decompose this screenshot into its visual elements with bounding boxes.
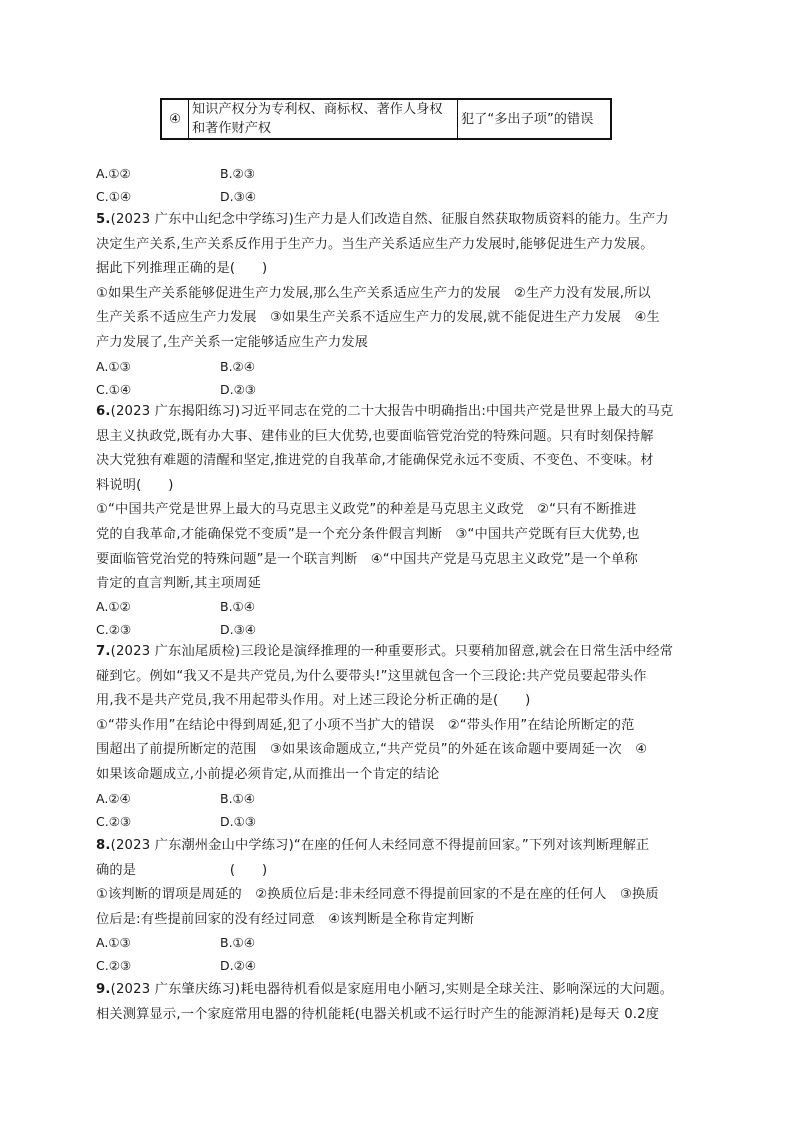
- question-number: 6.: [96, 404, 111, 419]
- question-7-line-6: 如果该命题成立,小前提必须肯定,从而推出一个肯定的结论: [96, 766, 440, 782]
- question-number: 5.: [96, 212, 111, 227]
- question-8-line-2: 确的是 ( ): [96, 862, 268, 878]
- question-6-line-6: 党的自我革命,才能确保党不变质”是一个充分条件假言判断 ③“中国共产党既有巨大优势,也: [96, 526, 640, 542]
- question-6-line-8: 肯定的直言判断,其主项周延: [96, 576, 262, 592]
- question-number: 8.: [96, 838, 111, 853]
- q8-option-c: C.②③: [96, 958, 132, 973]
- q4-option-b: B.②③: [220, 166, 255, 181]
- q6-option-b: B.①④: [220, 599, 255, 614]
- question-9: [96, 978, 700, 1027]
- table-row: [161, 99, 611, 139]
- q5-option-b: B.②④: [220, 359, 255, 374]
- question-8-line-1: 8.(2023 广东潮州金山中学练习)“在座的任何人未经同意不得提前回家。”下列对该判断理解正: [96, 838, 650, 853]
- question-8: [96, 834, 700, 932]
- question-9-line-2: 相关测算显示,一个家庭常用电器的待机能耗(电器关机或不运行时产生的能源消耗)是每天 0.2度: [96, 1006, 660, 1022]
- question-5-line-1: 5.(2023 广东中山纪念中学练习)生产力是人们改造自然、征服自然获取物质资料的能力。生产力: [96, 212, 669, 227]
- question-7: [96, 640, 700, 788]
- question-8-line-3: ①该判断的谓项是周延的 ②换质位后是:非未经同意不得提前回家的不是在座的任何人 ③换质: [96, 887, 659, 903]
- question-9-line-1: 9.(2023 广东肇庆练习)耗电器待机看似是家庭用电小陋习,实则是全球关注、影响深远的大问题。: [96, 982, 674, 997]
- q4-option-a: A.①②: [96, 166, 131, 181]
- question-7-line-1: 7.(2023 广东汕尾质检)三段论是演绎推理的一种重要形式。只要稍加留意,就会在日常生活中经常: [96, 644, 674, 659]
- q8-option-d: D.②④: [220, 958, 257, 973]
- analysis-table-fragment: [160, 98, 612, 140]
- q6-option-a: A.①②: [96, 599, 131, 614]
- q5-option-d: D.②③: [220, 382, 257, 397]
- question-5-line-6: 产力发展了,生产关系一定能够适应生产力发展: [96, 334, 369, 350]
- table-cell-statement: 知识产权分为专利权、商标权、著作人身权和著作财产权: [189, 99, 458, 139]
- question-7-line-2: 碰到它。例如“我又不是共产党员,为什么要带头!”这里就包含一个三段论:共产党员要起带头作: [96, 668, 647, 684]
- q7-option-d: D.①③: [220, 814, 257, 829]
- question-7-line-5: 围超出了前提所断定的范围 ③如果该命题成立,“共产党员”的外延在该命题中要周延一次 ④: [96, 742, 648, 758]
- question-6: [96, 400, 700, 597]
- question-8-line-4: 位后是:有些提前回家的没有经过同意 ④该判断是全称肯定判断: [96, 911, 475, 927]
- q8-option-a: A.①③: [96, 935, 131, 950]
- question-6-line-2: 思主义执政党,既有办大事、建伟业的巨大优势,也要面临管党治党的特殊问题。只有时刻保持解: [96, 428, 654, 444]
- question-5-line-3: 据此下列推理正确的是( ): [96, 261, 268, 277]
- question-7-line-4: ①“带头作用”在结论中得到周延,犯了小项不当扩大的错误 ②“带头作用”在结论所断定的范: [96, 717, 635, 733]
- question-6-line-5: ①“中国共产党是世界上最大的马克思主义政党”的种差是马克思主义政党 ②“只有不断推进: [96, 502, 637, 518]
- question-6-line-3: 决大党独有难题的清醒和坚定,推进党的自我革命,才能确保党永远不变质、不变色、不变味。材: [96, 453, 654, 469]
- question-7-line-3: 用,我不是共产党员,我不用起带头作用。对上述三段论分析正确的是( ): [96, 693, 531, 709]
- question-5-line-5: 生产关系不适应生产力发展 ③如果生产关系不适应生产力的发展,就不能促进生产力发展 ④生: [96, 310, 660, 326]
- question-5: [96, 208, 700, 356]
- question-6-line-1: 6.(2023 广东揭阳练习)习近平同志在党的二十大报告中明确指出:中国共产党是世界上最大的马克: [96, 404, 674, 419]
- q7-option-a: A.②④: [96, 791, 131, 806]
- question-number: 9.: [96, 982, 111, 997]
- q4-option-d: D.③④: [220, 189, 257, 204]
- q6-option-d: D.③④: [220, 622, 257, 637]
- q7-option-c: C.②③: [96, 814, 132, 829]
- q4-option-c: C.①④: [96, 189, 132, 204]
- question-5-line-2: 决定生产关系,生产关系反作用于生产力。当生产关系适应生产力发展时,能够促进生产力发展。: [96, 236, 654, 252]
- table-cell-comment: 犯了“多出子项”的错误: [458, 99, 612, 139]
- question-6-line-4: 料说明( ): [96, 477, 174, 493]
- q8-option-b: B.①④: [220, 935, 255, 950]
- question-6-line-7: 要面临管党治党的特殊问题”是一个联言判断 ④“中国共产党是马克思主义政党”是一个单称: [96, 551, 638, 567]
- q5-option-a: A.①③: [96, 359, 131, 374]
- question-number: 7.: [96, 644, 111, 659]
- q6-option-c: C.②③: [96, 622, 132, 637]
- q5-option-c: C.①④: [96, 382, 132, 397]
- question-5-line-4: ①如果生产关系能够促进生产力发展,那么生产关系适应生产力的发展 ②生产力没有发展,所以: [96, 285, 651, 301]
- q7-option-b: B.①④: [220, 791, 255, 806]
- table-cell-number: ④: [161, 99, 189, 139]
